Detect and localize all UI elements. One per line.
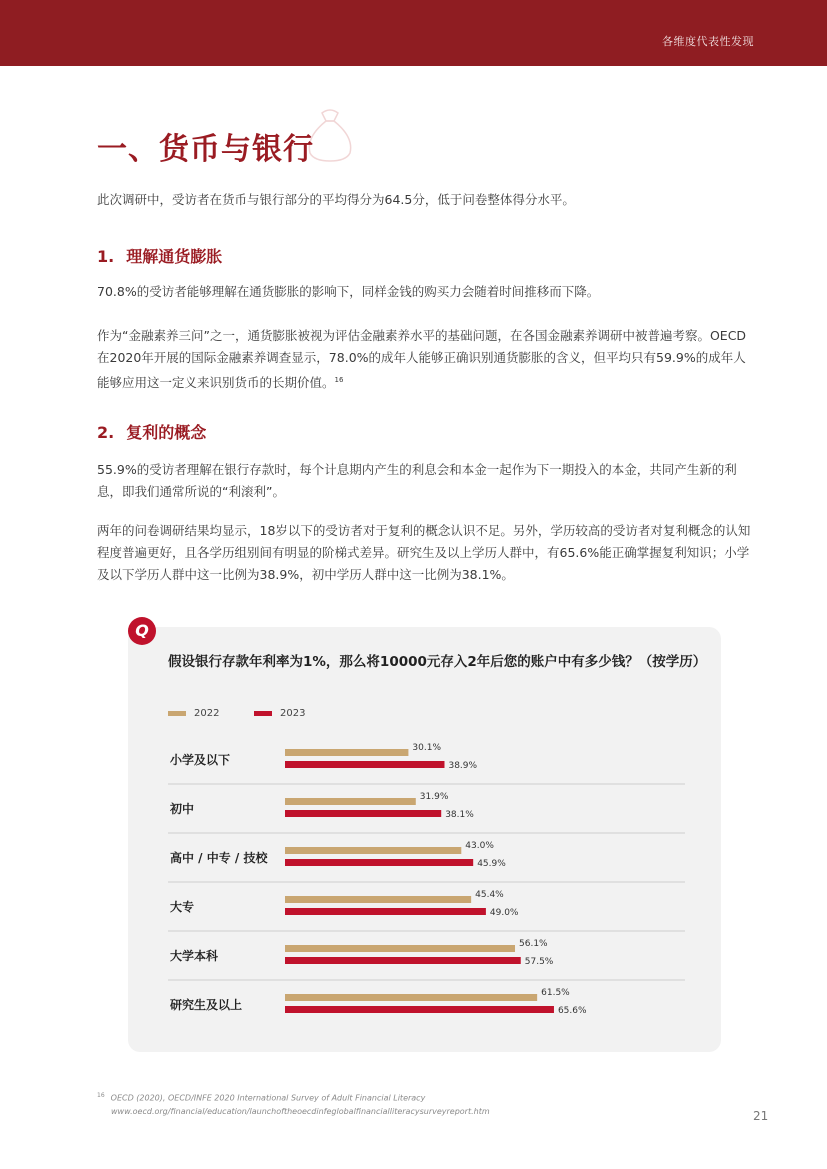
bar-2023 [285,957,521,964]
category-label: 研究生及以上 [170,998,243,1012]
section-label: 各维度代表性发现 [662,35,754,48]
paragraph: 两年的问卷调研结果均显示，18岁以下的受访者对于复利的概念认识不足。另外，学历较高的受访者对复利概念的认知程度普遍更好，且各学历组别间有明显的阶梯式差异。研究生及以上学历人群中，有65.6%能正确掌握复利知识；小学及以下学历人群中这一比例为38.9%，初中学历人群中这一比例为38.1%。 [97,523,751,582]
bar-2022 [285,994,537,1001]
data-label: 38.9% [448,761,478,771]
data-label: 49.0% [489,908,519,918]
question-title: 假设银行存款年利率为1%，那么将10000元存入2年后您的账户中有多少钱？（按学历） [168,654,707,670]
intro-paragraph: 此次调研中，受访者在货币与银行部分的平均得分为64.5分，低于问卷整体得分水平。 [97,192,575,207]
legend-item-2022 [168,708,219,719]
bar-2023 [285,1006,554,1013]
section-number: 2. [97,423,115,442]
bar-chart [168,740,688,1030]
bar-2022 [285,945,515,952]
bar-2023 [285,761,444,768]
header-bar [0,0,827,66]
section-heading-2 [97,420,206,443]
category-label: 小学及以下 [170,753,231,767]
data-label: 45.9% [477,859,506,869]
bar-2022 [285,798,416,805]
footnote-url[interactable]: www.oecd.org/financial/education/launchoftheoecdinfeglobalfinancialliteracysurveyreport.htm [111,1106,490,1116]
data-label: 38.1% [445,810,474,820]
data-label: 45.4% [475,890,504,900]
page-title: 一、货币与银行 [97,132,314,167]
bar-2023 [285,810,441,817]
paragraph-text: 作为“金融素养三问”之一，通货膨胀被视为评估金融素养水平的基础问题，在各国金融素养调研中被普遍考察。OECD在2020年开展的国际金融素养调查显示，78.0%的成年人能够正确识别通货膨胀的含义，但平均只有59.9%的成年人能够应用这一定义来识别货币的长期价值。 [97,328,747,391]
bar-2022 [285,749,408,756]
paragraph: 55.9%的受访者理解在银行存款时，每个计息期内产生的利息会和本金一起作为下一期投入的本金，共同产生新的利息，即我们通常所说的“利滚利”。 [97,462,737,499]
data-label: 30.1% [412,743,442,753]
section-number: 1. [97,247,115,266]
data-label: 31.9% [419,792,449,802]
category-label: 初中 [170,802,195,816]
data-label: 56.1% [519,939,548,949]
data-label: 43.0% [465,841,494,851]
footnote-source: OECD (2020), OECD/INFE 2020 International Survey of Adult Financial Literacy [110,1093,426,1103]
section-heading-1 [97,244,222,267]
bar-2022 [285,847,461,854]
bar-2023 [285,908,486,915]
paragraph: 70.8%的受访者能够理解在通货膨胀的影响下，同样金钱的购买力会随着时间推移而下降。 [97,284,600,299]
footnote-number: 16 [97,1092,105,1099]
question-badge: Q [128,617,156,645]
footnote-ref[interactable]: 16 [334,376,344,384]
bar-2022 [285,896,471,903]
legend-swatch [168,711,186,716]
bar-2023 [285,859,473,866]
legend-item-2023 [254,708,305,719]
page-number: 21 [753,1109,769,1123]
footnote [97,1089,490,1118]
data-label: 65.6% [557,1006,587,1016]
category-label: 大学本科 [170,949,219,963]
category-label: 高中 / 中专 / 技校 [170,851,268,865]
section-title: 复利的概念 [126,423,207,442]
data-label: 57.5% [524,957,554,967]
data-label: 61.5% [541,988,570,998]
legend-swatch [254,711,272,716]
paragraph-with-footnote [97,325,757,394]
legend-label: 2022 [194,708,220,719]
category-label: 大专 [170,900,195,914]
legend-label: 2023 [280,708,306,719]
section-title: 理解通货膨胀 [126,247,223,266]
